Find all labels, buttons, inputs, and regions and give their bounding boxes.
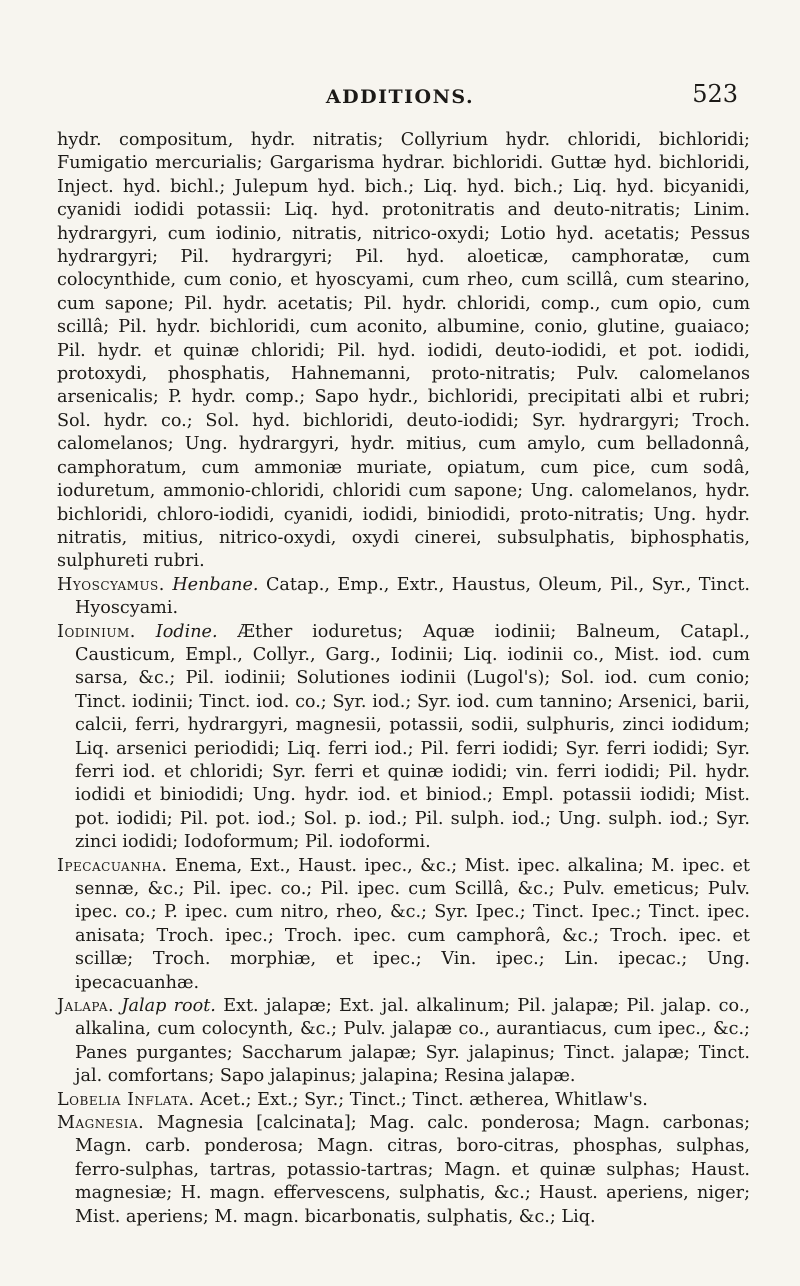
entry-lobelia-inflata — [57, 1089, 750, 1112]
entry-jalapa — [57, 995, 750, 1089]
entry-headword: Jalapa. — [57, 996, 115, 1017]
entry-gloss: Iodine. — [155, 621, 218, 642]
entry-text: Catap., Emp., Extr., Haustus, Oleum, Pil., Syr., Tinct. Hyoscyami. — [75, 574, 750, 619]
body-text — [57, 129, 750, 1229]
entry-gloss: Henbane. — [172, 574, 259, 595]
entry-ipecacuanha — [57, 855, 750, 995]
entry-headword: Ipecacuanha. — [57, 855, 168, 876]
entry-text: Ext. jalapæ; Ext. jal. alkalinum; Pil. jalapæ; Pil. jalap. co., alkalina, cum colocynth, &c.; Pulv. jalapæ co., aurantiacus, cum ipec., &c.; Panes purgantes; Saccharum jalapæ; Syr. jalapinus; Tinct. jalapæ; Tinct. jal. comfortans; Sapo jalapinus; jalapina; Resina jalapæ. — [75, 996, 751, 1087]
entry-text: Acet.; Ext.; Syr.; Tinct.; Tinct. ætherea, Whitlaw's. — [200, 1089, 648, 1110]
entry-headword: Iodinium. — [57, 621, 136, 642]
entry-continuation-hydrargyrum — [57, 129, 750, 574]
entry-text: Æther ioduretus; Aquæ iodinii; Balneum, Catapl., Causticum, Empl., Collyr., Garg., Iodinii; Liq. iodinii co., Mist. iod. cum sarsa, &c.; Pil. iodinii; Solutiones iodinii (Lugol's); Sol. iod. cum conio; Tinct. iodinii; Tinct. iod. co.; Syr. iod.; Syr. iod. cum tannino; Arsenici, barii, calcii, ferri, hydrargyri, magnesii, potassii, sodii, sulphuris, zinci iodidum; Liq. arsenici periodidi; Liq. ferri iod.; Pil. ferri iodidi; Syr. ferri iodidi; Syr. ferri iod. et chloridi; Syr. ferri et quinæ iodidi; vin. ferri iodidi; Pil. hydr. iodidi et biniodidi; Ung. hydr. iod. et biniod.; Empl. potassii iodidi; Mist. pot. iodidi; Pil. pot. iod.; Sol. p. iod.; Pil. sulph. iod.; Ung. sulph. iod.; Syr. zinci iodidi; Iodoformum; Pil. iodoformi. — [75, 621, 751, 853]
entry-headword: Hyoscyamus. — [57, 574, 165, 595]
entry-gloss: Jalap root. — [121, 996, 216, 1017]
entry-text: Enema, Ext., Haust. ipec., &c.; Mist. ipec. alkalina; M. ipec. et sennæ, &c.; Pil. ipec. co.; Pil. ipec. cum Scillâ, &c.; Pulv. emeticus; Pulv. ipec. co.; P. ipec. cum nitro, rheo, &c.; Syr. Ipec.; Tinct. Ipec.; Tinct. ipec. anisata; Troch. ipec.; Troch. ipec. cum camphorâ, &c.; Troch. ipec. et scillæ; Troch. morphiæ, et ipec.; Vin. ipec.; Lin. ipecac.; Ung. ipecacuanhæ. — [75, 855, 750, 993]
page-number: 523 — [692, 80, 738, 108]
running-head: ADDITIONS. — [325, 86, 475, 108]
entry-headword: Magnesia. — [57, 1113, 145, 1134]
entry-magnesia — [57, 1112, 750, 1229]
page-header — [0, 78, 800, 114]
entry-text: hydr. compositum, hydr. nitratis; Collyrium hydr. chloridi, bichloridi; Fumigatio mercurialis; Gargarisma hydrar. bichloridi. Guttæ hyd. bichloridi, Inject. hyd. bichl.; Julepum hyd. bich.; Liq. hyd. bich.; Liq. hyd. bicyanidi, cyanidi iodidi potassii: Liq. hyd. protonitratis and deuto-nitratis; Linim. hydrargyri, cum iodinio, nitratis, nitrico-oxydi; Lotio hyd. acetatis; Pessus hydrargyri; Pil. hydrargyri; Pil. hyd. aloeticæ, camphoratæ, cum colocynthide, cum conio, et hyoscyami, cum rheo, cum scillâ, cum stearino, cum sapone; Pil. hydr. acetatis; Pil. hydr. chloridi, comp., cum opio, cum scillâ; Pil. hydr. bichloridi, cum aconito, albumine, conio, glutine, guaiaco; Pil. hydr. et quinæ chloridi; Pil. hyd. iodidi, deuto-iodidi, et pot. iodidi, protoxydi, phosphatis, Hahnemanni, proto-nitratis; Pulv. calomelanos arsenicalis; P. hydr. comp.; Sapo hydr., bichloridi, precipitati albi et rubri; Sol. hydr. co.; Sol. hyd. bichloridi, deuto-iodidi; Syr. hydrargyri; Troch. calomelanos; Ung. hydrargyri, hydr. mitius, cum amylo, cum belladonnâ, camphoratum, cum ammoniæ muriate, opiatum, cum pice, cum sodâ, ioduretum, ammonio-chloridi, chloridi cum sapone; Ung. calomelanos, hydr. bichloridi, chloro-iodidi, cyanidi, iodidi, biniodidi, proto-nitratis; Ung. hydr. nitratis, mitius, nitrico-oxydi, oxydi cinerei, subsulphatis, biphosphatis, sulphureti rubri. — [57, 130, 750, 572]
entry-iodinium — [57, 621, 750, 855]
entry-hyoscyamus — [57, 574, 750, 621]
entry-headword: Lobelia Inflata. — [57, 1089, 195, 1110]
entry-text: Magnesia [calcinata]; Mag. calc. ponderosa; Magn. carbonas; Magn. carb. ponderosa; Magn. citras, boro-citras, phosphas, sulphas, ferro-sulphas, tartras, potassio-tartras; Magn. et quinæ sulphas; Haust. magnesiæ; H. magn. effervescens, sulphatis, &c.; Haust. aperiens, niger; Mist. aperiens; M. magn. bicarbonatis, sulphatis, &c.; Liq. — [75, 1113, 750, 1227]
